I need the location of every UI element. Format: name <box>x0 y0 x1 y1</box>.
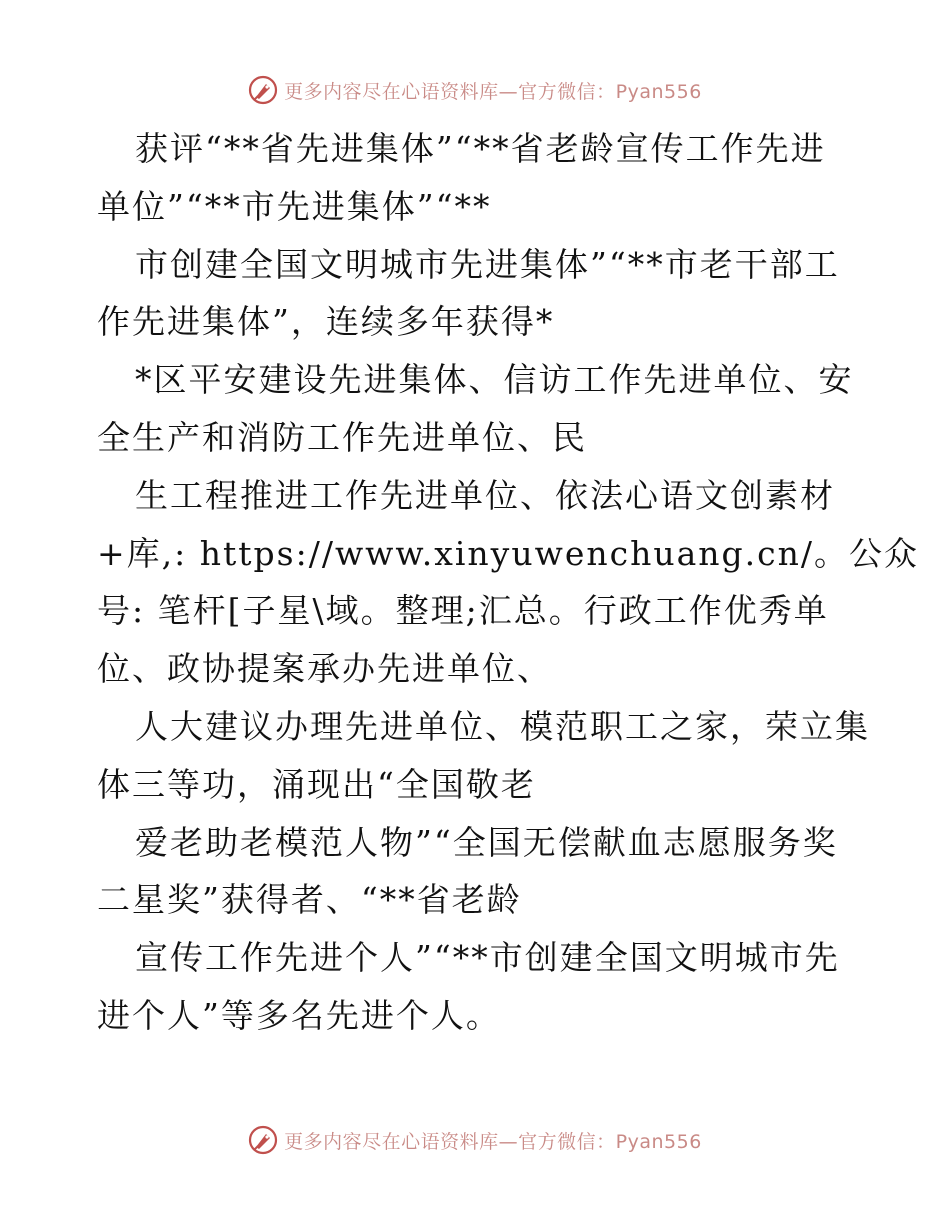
text-line: 单位”“**市先进集体”“** <box>97 186 492 226</box>
text-line: 体三等功，涌现出“全国敬老 <box>97 764 536 804</box>
wechat-id: Pyan556 <box>615 1130 702 1153</box>
banner-text <box>284 1127 702 1154</box>
header-banner <box>0 70 950 110</box>
footer-banner <box>0 1120 950 1160</box>
text-line: *区平安建设先进集体、信访工作先进单位、安 <box>135 360 854 400</box>
text-line: 获评“**省先进集体”“**省老龄宣传工作先进 <box>135 129 826 168</box>
text-line: 宣传工作先进个人”“**市创建全国文明城市先 <box>135 938 840 978</box>
text-line: 人大建议办理先进单位、模范职工之家，荣立集 <box>135 706 870 746</box>
pen-nib-logo-icon <box>248 75 278 105</box>
text-line: 全生产和消防工作先进单位、民 <box>97 417 587 457</box>
text-line: 生工程推进工作先进单位、依法心语文创素材 <box>135 475 835 515</box>
text-line: 位、政协提案承办先进单位、 <box>97 649 552 689</box>
text-line: 市创建全国文明城市先进集体”“**市老干部工 <box>135 244 840 284</box>
text-line: +库,: https://www.xinyuwenchuang.cn/。公众 <box>97 533 919 573</box>
text-line: 二星奖”获得者、“**省老龄 <box>97 880 522 920</box>
banner-label: 更多内容尽在心语资料库—官方微信： <box>284 80 616 103</box>
text-line: 号: 笔杆[子星\域。整理;汇总。行政工作优秀单 <box>97 591 829 631</box>
pen-nib-logo-icon <box>248 1125 278 1155</box>
text-line: 作先进集体”，连续多年获得* <box>97 302 555 342</box>
wechat-id: Pyan556 <box>615 80 702 103</box>
text-line: 爱老助老模范人物”“全国无偿献血志愿服务奖 <box>135 822 838 862</box>
banner-text <box>284 77 702 104</box>
text-line: 进个人”等多名先进个人。 <box>97 995 501 1035</box>
document-body <box>97 120 919 1045</box>
banner-label: 更多内容尽在心语资料库—官方微信： <box>284 1130 616 1153</box>
